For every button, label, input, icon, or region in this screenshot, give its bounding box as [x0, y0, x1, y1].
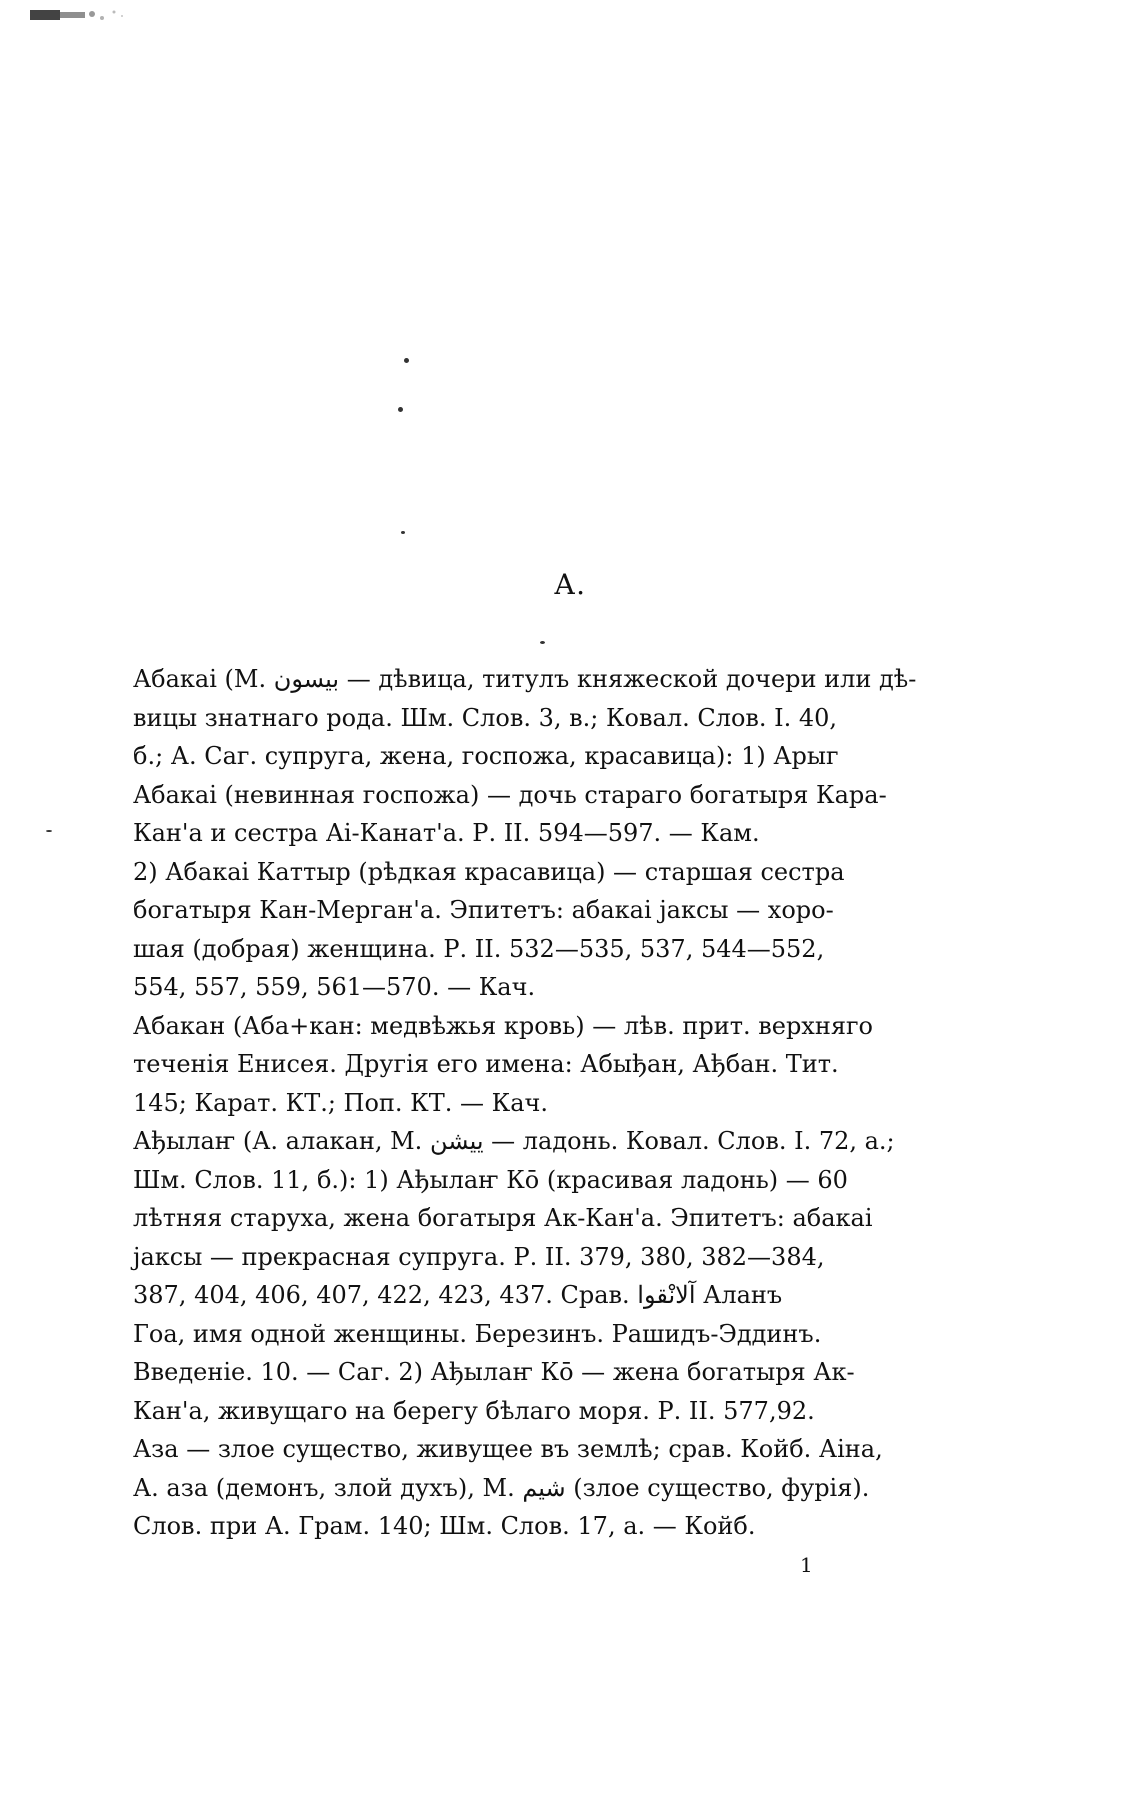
text-line: лѣтняя старуха, жена богатыря Ак-Кан'а. Эпитетъ: абакаі — [133, 1204, 873, 1232]
text-line: Введеніе. 10. — Саг. 2) Ађылаҥ Кō — жена богатыря Ак- — [133, 1358, 855, 1386]
text-line: Абакаі (М. ﺑﻴﺴﻮﻥ — дѣвица, титулъ княжеской дочери или дѣ- — [133, 665, 917, 693]
text-line: Ађылаҥ (А. алакан, М. ﻳﻴﺸﻦ — ладонь. Ковал. Слов. І. 72, а.; — [133, 1127, 895, 1155]
text-line: Абакан (Аба+кан: медвѣжья кровь) — лѣв. прит. верхняго — [133, 1011, 874, 1040]
text-line: Абакаі (невинная госпожа) — дочь стараго богатыря Кара- — [133, 780, 887, 809]
text-line: теченія Енисея. Другія его имена: Абыђан, Ађбан. Тит. — [133, 1050, 839, 1078]
text-line: 2) Абакаі Каттыр (рѣдкая красавица) — старшая сестра — [133, 857, 845, 886]
text-line: шая (добрая) женщина. Р. II. 532—535, 537, 544—552, — [133, 934, 825, 963]
speck — [401, 531, 405, 534]
text-line: 145; Карат. КТ.; Поп. КТ. — Кач. — [133, 1088, 549, 1117]
speck — [540, 641, 545, 644]
text-line: Гоа, имя одной женщины. Березинъ. Рашидъ-Эддинъ. — [133, 1319, 822, 1348]
entry-abakai — [133, 660, 953, 1007]
text-line: Аза — злое существо, живущее въ землѣ; срав. Койб. Аіна, — [133, 1435, 883, 1463]
text-line: 554, 557, 559, 561—570. — Кач. — [133, 973, 536, 1001]
text-line: Кан'а, живущаго на берегу бѣлаго моря. Р. II. 577,92. — [133, 1396, 815, 1425]
text-line: Кан'а и сестра Аі-Канат'а. Р. II. 594—597. — Кам. — [133, 819, 760, 847]
text-line: Слов. при А. Грам. 140; Шм. Слов. 17, а. — Койб. — [133, 1512, 756, 1540]
dictionary-text — [133, 660, 953, 1546]
text-line: јаксы — прекрасная супруга. Р. II. 379, 380, 382—384, — [133, 1242, 825, 1271]
text-line: б.; А. Саг. супруга, жена, госпожа, красавица): 1) Арыг — [133, 742, 839, 770]
entry-agylang — [133, 1122, 953, 1430]
text-line: вицы знатнаго рода. Шм. Слов. 3, в.; Ковал. Слов. І. 40, — [133, 703, 838, 732]
corner-smudge — [30, 6, 130, 26]
text-line: 387, 404, 406, 407, 422, 423, 437. Срав. آلانْقوا Аланъ — [133, 1281, 783, 1309]
entry-abakan — [133, 1007, 953, 1123]
text-line: богатыря Кан-Мерган'а. Эпитетъ: абакаі јаксы — хоро- — [133, 896, 834, 924]
page-number: 1 — [800, 1553, 813, 1577]
entry-aza — [133, 1430, 953, 1546]
speck — [398, 407, 403, 412]
speck — [404, 358, 409, 363]
section-heading: А. — [553, 568, 587, 601]
text-line: Шм. Слов. 11, б.): 1) Ађылаҥ Кō (красивая ладонь) — 60 — [133, 1165, 848, 1194]
speck — [46, 830, 52, 832]
text-line: А. аза (демонъ, злой духъ), М. ﺷﻴﻢ (злое существо, фурія). — [133, 1473, 870, 1502]
